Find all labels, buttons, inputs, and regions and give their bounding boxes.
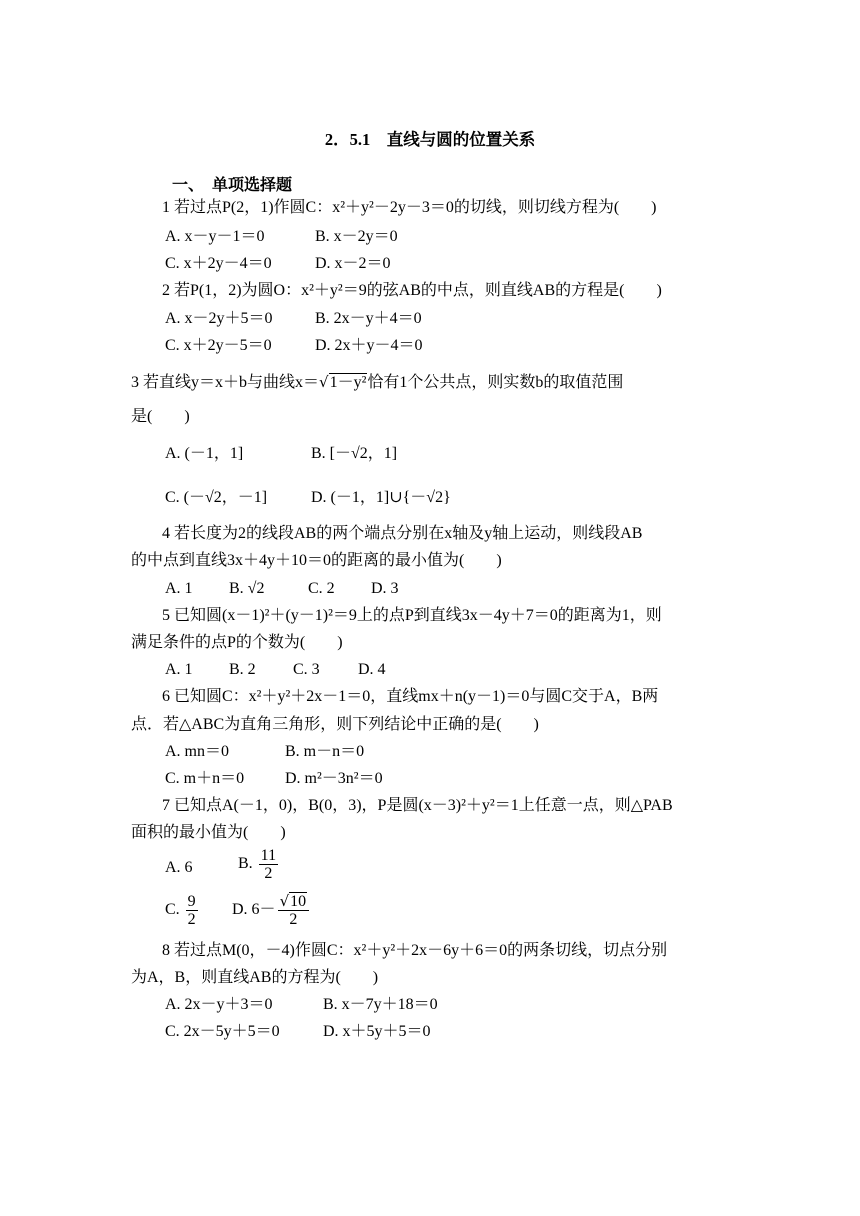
option-b[interactable]: B. m－n＝0 <box>285 743 365 760</box>
question-3-stem <box>131 371 623 394</box>
radicand: 1－y² <box>329 374 367 391</box>
fraction-denominator: 2 <box>264 865 273 882</box>
question-2-stem: 2 若P(1，2)为圆O：x²＋y²＝9的弦AB的中点，则直线AB的方程是( ) <box>162 282 662 299</box>
option-a[interactable]: A. mn＝0 <box>165 743 230 760</box>
option-c[interactable]: C. (－√2，－1] <box>165 489 268 506</box>
option-a[interactable]: A. 1 <box>165 580 193 597</box>
question-4-stem-continued: 的中点到直线3x＋4y＋10＝0的距离的最小值为( ) <box>131 552 502 569</box>
option-d[interactable]: D. (－1，1]∪{－√2} <box>311 489 451 506</box>
option-a[interactable]: A. x－2y＋5＝0 <box>165 310 273 327</box>
option-a[interactable]: A. 1 <box>165 661 193 678</box>
option-a[interactable]: A. (－1，1] <box>165 445 244 462</box>
option-d[interactable]: D. x－2＝0 <box>315 255 391 272</box>
option-d[interactable]: D. 3 <box>371 580 399 597</box>
option-b[interactable]: B. √2 <box>229 580 265 597</box>
fraction-numerator: 9 <box>187 893 196 910</box>
question-8-stem-continued: 为A，B，则直线AB的方程为( ) <box>131 969 379 986</box>
option-c[interactable]: C. 2x－5y＋5＝0 <box>165 1023 280 1040</box>
option-a[interactable]: A. x－y－1＝0 <box>165 228 265 245</box>
option-c[interactable]: C. x＋2y－5＝0 <box>165 337 272 354</box>
fraction-numerator: √10 <box>278 893 310 911</box>
question-3-stem-continued: 是( ) <box>131 408 190 425</box>
option-c[interactable]: C. m＋n＝0 <box>165 770 245 787</box>
fraction-denominator: 2 <box>187 911 196 928</box>
question-6-stem: 6 已知圆C：x²＋y²＋2x－1＝0，直线mx＋n(y－1)＝0与圆C交于A，B两 <box>162 688 659 705</box>
option-c[interactable]: C. x＋2y－4＝0 <box>165 255 272 272</box>
radical-sign-icon: √ <box>279 892 290 910</box>
option-d[interactable]: D. x＋5y＋5＝0 <box>323 1023 431 1040</box>
question-1-stem: 1 若过点P(2，1)作圆C：x²＋y²－2y－3＝0的切线，则切线方程为( ) <box>162 199 657 216</box>
option-b[interactable]: B. [－√2，1] <box>311 445 398 462</box>
option-b[interactable]: B. 2x－y＋4＝0 <box>315 310 422 327</box>
fraction-denominator: 2 <box>289 911 298 928</box>
option-d[interactable]: D. m²－3n²＝0 <box>285 770 383 787</box>
question-3-stem-part-2: 恰有1个公共点，则实数b的取值范围 <box>367 374 624 391</box>
option-a[interactable]: A. 6 <box>165 859 193 876</box>
fraction-sqrt-ten-halves <box>278 893 310 928</box>
fraction-nine-halves <box>186 893 198 928</box>
option-c[interactable]: C. $\frac{9}{2}$ <box>165 893 196 928</box>
question-3-stem-part-1: 3 若直线y＝x＋b与曲线x＝ <box>131 374 320 391</box>
option-c[interactable]: C. 2 <box>308 580 335 597</box>
question-4-stem: 4 若长度为2的线段AB的两个端点分别在x轴及y轴上运动，则线段AB <box>162 525 643 542</box>
option-d[interactable]: D. 2x＋y－4＝0 <box>315 337 423 354</box>
fraction-numerator: 11 <box>260 847 277 864</box>
question-7-stem-continued: 面积的最小值为( ) <box>131 824 286 841</box>
question-7-stem: 7 已知点A(－1，0)，B(0，3)，P是圆(x－3)²＋y²＝1上任意一点，则△PAB <box>162 797 673 814</box>
question-6-stem-continued: 点．若△ABC为直角三角形，则下列结论中正确的是( ) <box>131 716 539 733</box>
option-b[interactable]: B. 2 <box>229 661 256 678</box>
option-b[interactable]: B. x－2y＝0 <box>315 228 398 245</box>
option-d[interactable]: D. 6－ $\frac{√10}{2}$ <box>232 893 311 928</box>
page-title: 2．5.1 直线与圆的位置关系 <box>324 130 536 149</box>
option-b[interactable]: B. x－7y＋18＝0 <box>323 996 438 1013</box>
question-5-stem-continued: 满足条件的点P的个数为( ) <box>131 634 343 651</box>
sqrt-expression <box>319 371 367 394</box>
option-c[interactable]: C. 3 <box>293 661 320 678</box>
fraction-eleven-halves <box>259 847 278 882</box>
section-heading: 一、 单项选择题 <box>172 177 293 194</box>
radical-sign-icon: √ <box>319 373 329 391</box>
option-b[interactable]: B. $\frac{11}{2}$ <box>238 847 277 882</box>
option-d[interactable]: D. 4 <box>358 661 386 678</box>
question-8-stem: 8 若过点M(0，－4)作圆C：x²＋y²＋2x－6y＋6＝0的两条切线，切点分别 <box>162 942 668 959</box>
question-5-stem: 5 已知圆(x－1)²＋(y－1)²＝9上的点P到直线3x－4y＋7＝0的距离为1，则 <box>162 607 662 624</box>
option-a[interactable]: A. 2x－y＋3＝0 <box>165 996 273 1013</box>
